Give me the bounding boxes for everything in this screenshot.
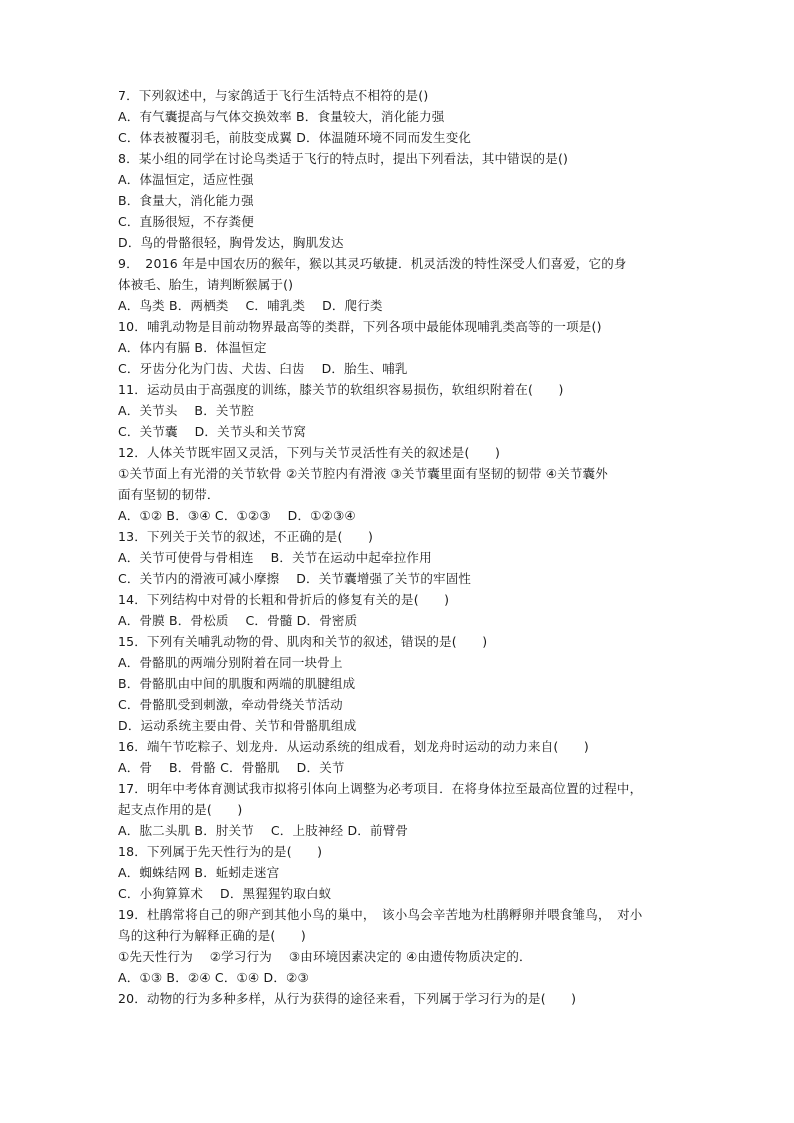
- question-list: [118, 85, 688, 1009]
- q13-stem: 13．下列关于关节的叙述，不正确的是( ): [118, 529, 374, 544]
- q16-stem: 16．端午节吃粽子、划龙舟．从运动系统的组成看，划龙舟时运动的动力来自( ): [118, 739, 589, 754]
- q16-options: A．骨 B．骨骼 C．骨骼肌 D．关节: [118, 760, 345, 775]
- q11-options-ab: A．关节头 B．关节腔: [118, 403, 255, 418]
- q20-stem: 20．动物的行为多种多样，从行为获得的途径来看，下列属于学习行为的是( ): [118, 991, 577, 1006]
- q15-option-d: D．运动系统主要由骨、关节和骨骼肌组成: [118, 718, 357, 733]
- q17-options: A．肱二头肌 B．肘关节 C．上肢神经 D．前臂骨: [118, 823, 409, 838]
- q8-option-a: A．体温恒定，适应性强: [118, 172, 254, 187]
- q19-stem-line1: 19．杜鹃常将自己的卵产到其他小鸟的巢中， 该小鸟会辛苦地为杜鹃孵卵并喂食雏鸟， 对小: [118, 907, 643, 922]
- q7-stem: 7．下列叙述中，与家鸽适于飞行生活特点不相符的是(): [118, 88, 429, 103]
- q12-statements-line2: 面有坚韧的韧带．: [118, 487, 220, 502]
- q12-stem: 12．人体关节既牢固又灵活，下列与关节灵活性有关的叙述是( ): [118, 445, 501, 460]
- q9-stem-line2: 体被毛、胎生，请判断猴属于(): [118, 277, 294, 292]
- q10-options-cd: C．牙齿分化为门齿、犬齿、臼齿 D．胎生、哺乳: [118, 361, 408, 376]
- q11-stem: 11．运动员由于高强度的训练，膝关节的软组织容易损伤，软组织附着在( ): [118, 382, 564, 397]
- q15-option-a: A．骨骼肌的两端分别附着在同一块骨上: [118, 655, 343, 670]
- q13-options-cd: C．关节内的滑液可减小摩擦 D．关节囊增强了关节的牢固性: [118, 571, 472, 586]
- q15-stem: 15．下列有关哺乳动物的骨、肌肉和关节的叙述，错误的是( ): [118, 634, 488, 649]
- q19-stem-line2: 鸟的这种行为解释正确的是( ): [118, 928, 306, 943]
- q19-statements: ①先天性行为 ②学习行为 ③由环境因素决定的 ④由遗传物质决定的．: [118, 949, 532, 964]
- q8-stem: 8．某小组的同学在讨论鸟类适于飞行的特点时，提出下列看法，其中错误的是(): [118, 151, 569, 166]
- q14-stem: 14．下列结构中对骨的长粗和骨折后的修复有关的是( ): [118, 592, 450, 607]
- q19-options: A．①③ B．②④ C．①④ D．②③: [118, 970, 309, 985]
- q10-options-ab: A．体内有膈 B．体温恒定: [118, 340, 267, 355]
- q15-option-c: C．骨骼肌受到刺激，牵动骨绕关节活动: [118, 697, 343, 712]
- q9-stem-line1: 9． 2016 年是中国农历的猴年，猴以其灵巧敏捷．机灵活泼的特性深受人们喜爱，它的身: [118, 256, 627, 271]
- q18-options-cd: C．小狗算算术 D．黑猩猩钓取白蚁: [118, 886, 332, 901]
- q8-option-b: B．食量大，消化能力强: [118, 193, 254, 208]
- q12-options: A．①② B．③④ C．①②③ D．①②③④: [118, 508, 356, 523]
- q11-options-cd: C．关节囊 D．关节头和关节窝: [118, 424, 307, 439]
- q17-stem-line2: 起支点作用的是( ): [118, 802, 243, 817]
- q15-option-b: B．骨骼肌由中间的肌腹和两端的肌腱组成: [118, 676, 356, 691]
- q8-option-d: D．鸟的骨骼很轻，胸骨发达，胸肌发达: [118, 235, 344, 250]
- q9-options: A．鸟类 B．两栖类 C．哺乳类 D．爬行类: [118, 298, 383, 313]
- q18-options-ab: A．蜘蛛结网 B．蚯蚓走迷宫: [118, 865, 280, 880]
- q8-option-c: C．直肠很短，不存粪便: [118, 214, 254, 229]
- q12-statements-line1: ①关节面上有光滑的关节软骨 ②关节腔内有滑液 ③关节囊里面有坚韧的韧带 ④关节囊外: [118, 466, 608, 481]
- q14-options: A．骨膜 B．骨松质 C．骨髓 D．骨密质: [118, 613, 358, 628]
- q10-stem: 10．哺乳动物是目前动物界最高等的类群，下列各项中最能体现哺乳类高等的一项是(): [118, 319, 602, 334]
- q7-options-cd: C．体表被覆羽毛，前肢变成翼 D．体温随环境不同而发生变化: [118, 130, 472, 145]
- q18-stem: 18．下列属于先天性行为的是( ): [118, 844, 323, 859]
- q17-stem-line1: 17．明年中考体育测试我市拟将引体向上调整为必考项目．在将身体拉至最高位置的过程中，: [118, 781, 643, 796]
- q13-options-ab: A．关节可使骨与骨相连 B．关节在运动中起牵拉作用: [118, 550, 432, 565]
- q7-options-ab: A．有气囊提高与气体交换效率 B．食量较大，消化能力强: [118, 109, 445, 124]
